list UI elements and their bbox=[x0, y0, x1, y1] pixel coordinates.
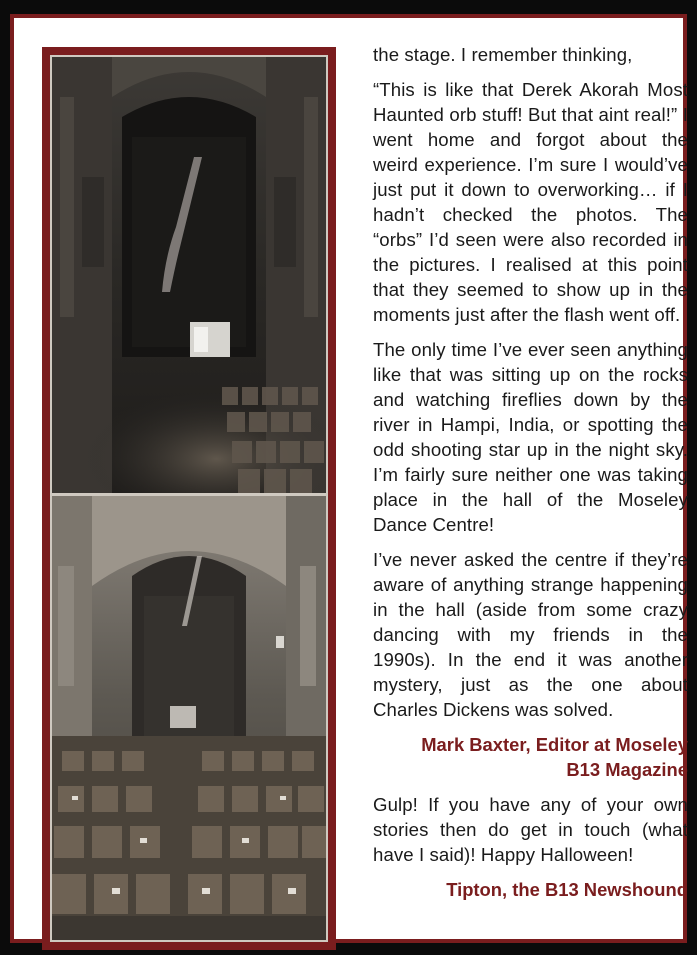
article-paragraph: the stage. I remember thinking, bbox=[373, 44, 633, 65]
byline-line: B13 Magazine bbox=[566, 759, 688, 780]
photo-strip bbox=[50, 55, 328, 942]
article-paragraph: “This is like that Derek Akorah Most Haunted orb stuff! But that aint real!” I went home and forgot about the weird experience. I’m sure I would’ve just put it down to overworking… if I hadn’t checked the photos. The “orbs” I’d seen were also recorded in the pictures. I realised at this point that they seemed to show up in the moments just after the flash went off. bbox=[373, 79, 688, 325]
newshound-byline: Tipton, the B13 Newshound bbox=[446, 879, 688, 900]
author-byline bbox=[373, 732, 688, 782]
article-paragraph: The only time I’ve ever seen anything like that was sitting up on the rocks and watching fireflies down by the river in Hampi, India, or spotting the odd shooting star up in the night sky. I’m fairly sure neither one was taking place in the hall of the Moseley Dance Centre! bbox=[373, 339, 688, 535]
article-paragraph: I’ve never asked the centre if they’re aware of anything strange happening in the hall (aside from some crazy dancing with my friends in the 1990s). In the end it was another mystery, just as the one about Charles Dickens was solved. bbox=[373, 549, 688, 720]
hall-photo-top bbox=[52, 57, 326, 493]
hall-photo-bottom-image bbox=[52, 496, 326, 940]
article-column bbox=[373, 42, 688, 912]
hall-photo-top-image bbox=[52, 57, 326, 493]
magazine-page bbox=[10, 14, 687, 943]
hall-photo-bottom bbox=[52, 496, 326, 940]
photo-frame bbox=[42, 47, 336, 950]
byline-line: Mark Baxter, Editor at Moseley bbox=[421, 734, 688, 755]
article-paragraph: Gulp! If you have any of your own stories then do get in touch (what have I said)! Happy Halloween! bbox=[373, 794, 688, 865]
